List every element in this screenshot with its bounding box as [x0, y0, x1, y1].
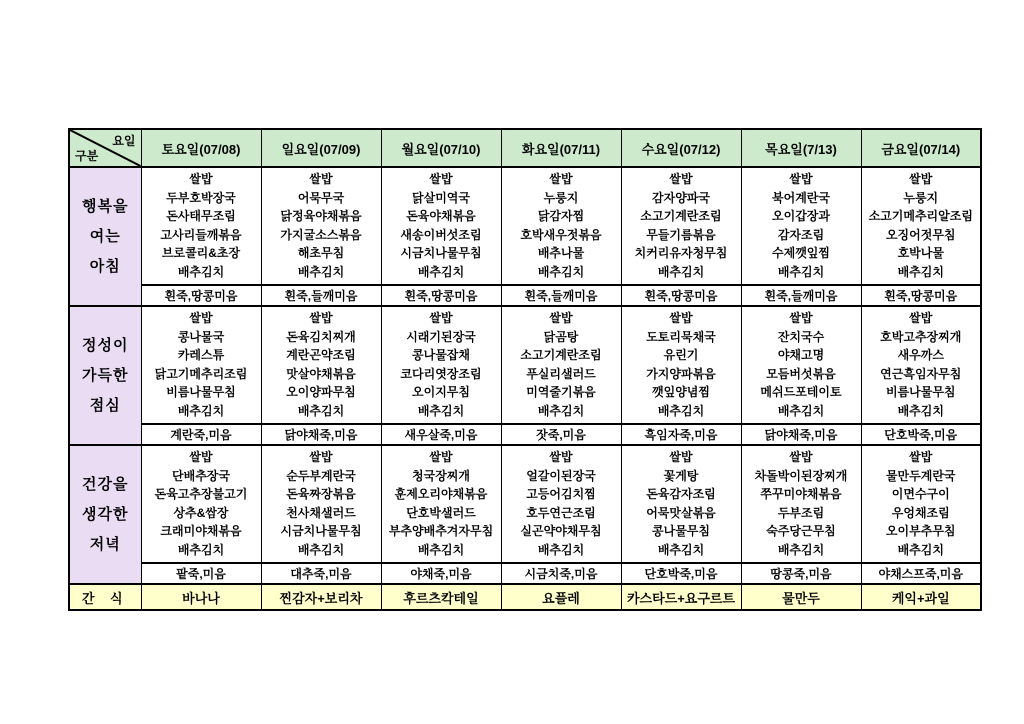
menu-item: 쌀밥	[549, 450, 573, 464]
menu-item: 두부호박장국	[166, 190, 236, 205]
porridge-cell: 야채스프죽,미음	[861, 563, 981, 584]
day-header: 수요일(07/12)	[621, 129, 741, 167]
menu-cell	[621, 306, 741, 424]
menu-item: 배추김치	[657, 403, 705, 418]
menu-item: 치커리유자청무침	[634, 246, 728, 260]
menu-item: 닭정육야채볶음	[280, 209, 362, 223]
menu-item: 쌀밥	[549, 172, 573, 186]
meal-label-line: 아침	[89, 257, 121, 275]
menu-item: 푸실리샐러드	[526, 366, 596, 381]
menu-cell	[501, 306, 621, 424]
header-row	[69, 129, 981, 167]
menu-item: 돈육김치찌개	[286, 329, 356, 344]
menu-item: 배추김치	[417, 403, 465, 418]
meal-label-line: 가득한	[82, 366, 129, 384]
porridge-cell: 닭야채죽,미음	[261, 424, 381, 445]
menu-cell	[141, 306, 261, 424]
menu-item: 배추김치	[177, 542, 225, 557]
corner-category-label: 구분	[75, 149, 99, 163]
menu-item: 고등어김치찜	[526, 487, 596, 501]
menu-item: 이면수구이	[891, 487, 950, 501]
menu-item: 비름나물무침	[885, 385, 956, 399]
menu-item: 쌀밥	[189, 311, 213, 325]
menu-item: 어묵무국	[297, 190, 345, 205]
menu-cell	[501, 167, 621, 285]
day-header: 금요일(07/14)	[861, 129, 981, 167]
menu-item: 깻잎양념찜	[652, 385, 710, 399]
porridge-cell: 흰죽,들깨미음	[261, 285, 381, 306]
porridge-cell: 흰죽,땅콩미음	[861, 285, 981, 306]
day-header: 토요일(07/08)	[141, 129, 261, 167]
meal-menu-row	[69, 167, 981, 285]
porridge-cell: 단호박죽,미음	[861, 424, 981, 445]
menu-item: 쌀밥	[429, 450, 453, 464]
day-header: 일요일(07/09)	[261, 129, 381, 167]
meal-label-line: 행복을	[82, 197, 129, 215]
menu-item: 유린기	[663, 348, 699, 362]
menu-item: 쌀밥	[669, 311, 693, 325]
menu-item: 부추양배추겨자무침	[388, 524, 494, 538]
menu-item: 콩나물무침	[652, 524, 710, 538]
menu-cell	[141, 445, 261, 563]
porridge-cell: 시금치죽,미음	[501, 563, 621, 584]
menu-item: 소고기계란조림	[520, 348, 602, 362]
menu-item: 쌀밥	[549, 311, 573, 325]
menu-item: 맛살야채볶음	[286, 366, 356, 381]
menu-cell	[861, 445, 981, 563]
menu-item: 청국장찌개	[412, 468, 470, 483]
menu-item: 배추김치	[297, 264, 345, 279]
menu-item: 쌀밥	[189, 450, 213, 464]
menu-item: 돈육짜장볶음	[286, 487, 356, 501]
menu-item: 호박새우젓볶음	[520, 227, 602, 242]
porridge-cell: 흰죽,땅콩미음	[621, 285, 741, 306]
menu-item: 소고기메추리알조림	[868, 209, 973, 223]
menu-item: 쭈꾸미야채볶음	[760, 487, 842, 501]
menu-item: 시래기된장국	[406, 329, 476, 344]
menu-item: 배추김치	[417, 264, 465, 279]
porridge-cell: 새우살죽,미음	[381, 424, 501, 445]
menu-item: 배추김치	[897, 403, 944, 418]
menu-item: 야채고명	[777, 348, 825, 362]
menu-cell	[621, 167, 741, 285]
menu-item: 쌀밥	[909, 172, 933, 186]
menu-item: 시금치나물무침	[400, 246, 482, 260]
day-header: 화요일(07/11)	[501, 129, 621, 167]
menu-item: 호두연근조림	[526, 505, 596, 520]
menu-item: 쌀밥	[909, 311, 933, 325]
menu-item: 배추김치	[297, 542, 345, 557]
snack-cell: 요플레	[501, 584, 621, 610]
menu-item: 배추김치	[537, 542, 585, 557]
menu-item: 해초무침	[297, 246, 345, 260]
menu-item: 미역줄기볶음	[526, 385, 596, 399]
menu-item: 비름나물무침	[166, 385, 236, 399]
menu-item: 꽃게탕	[663, 468, 699, 483]
porridge-cell: 대추죽,미음	[261, 563, 381, 584]
menu-item: 새우까스	[897, 348, 944, 362]
menu-item: 차돌박이된장찌개	[754, 468, 848, 483]
menu-cell	[861, 167, 981, 285]
menu-cell	[381, 445, 501, 563]
menu-cell	[261, 445, 381, 563]
menu-item: 북어계란국	[772, 190, 830, 205]
menu-item: 돈사태무조림	[166, 209, 236, 223]
menu-item: 가지굴소스볶음	[280, 227, 362, 242]
menu-item: 콩나물국	[177, 329, 225, 344]
menu-item: 배추김치	[177, 403, 225, 418]
menu-item: 배추김치	[897, 264, 944, 279]
menu-item: 돈육고추장불고기	[154, 487, 248, 501]
menu-item: 호박나물	[897, 246, 944, 260]
menu-item: 가지양파볶음	[646, 366, 716, 381]
porridge-cell: 흰죽,들깨미음	[741, 285, 861, 306]
meal-label	[69, 306, 141, 445]
menu-item: 배추김치	[537, 403, 585, 418]
menu-item: 시금치나물무침	[280, 524, 362, 538]
menu-item: 닭곰탕	[543, 329, 579, 344]
menu-item: 콩나물잡채	[412, 348, 470, 362]
menu-item: 배추나물	[537, 246, 585, 260]
menu-item: 오징어젓무침	[885, 227, 956, 242]
menu-item: 수제깻잎찜	[772, 246, 830, 260]
day-header: 목요일(7/13)	[741, 129, 861, 167]
menu-item: 어묵맛살볶음	[646, 505, 716, 520]
menu-item: 단호박샐러드	[406, 505, 476, 520]
menu-cell	[141, 167, 261, 285]
snack-label: 간 식	[69, 584, 141, 610]
menu-cell	[741, 445, 861, 563]
menu-item: 오이부추무침	[885, 524, 956, 538]
menu-item: 닭고기메추리조림	[154, 366, 248, 381]
menu-item: 쌀밥	[789, 172, 813, 186]
menu-item: 숙주당근무침	[766, 524, 836, 538]
snack-cell: 케익+과일	[861, 584, 981, 610]
menu-item: 무들기름볶음	[646, 227, 716, 242]
meal-label-line: 정성이	[82, 336, 129, 354]
menu-item: 돈육야채볶음	[406, 209, 476, 223]
menu-item: 물만두계란국	[885, 468, 956, 483]
menu-item: 우엉채조림	[891, 505, 950, 520]
porridge-cell: 팥죽,미음	[141, 563, 261, 584]
menu-item: 쌀밥	[309, 450, 333, 464]
meal-plan-table-wrap	[68, 128, 982, 611]
menu-item: 배추김치	[177, 264, 225, 279]
menu-item: 배추김치	[657, 542, 705, 557]
grid-body	[69, 167, 981, 610]
menu-item: 배추김치	[297, 403, 345, 418]
menu-item: 천사채샐러드	[286, 505, 356, 520]
meal-label	[69, 167, 141, 306]
menu-item: 새송이버섯조림	[400, 227, 482, 242]
porridge-row	[69, 563, 981, 584]
menu-item: 배추김치	[417, 542, 465, 557]
menu-item: 감자양파국	[652, 190, 710, 205]
menu-item: 닭살미역국	[412, 190, 470, 205]
menu-item: 쌀밥	[909, 450, 933, 464]
menu-item: 상추&쌈장	[173, 505, 229, 520]
menu-item: 훈제오리야채볶음	[394, 487, 488, 501]
menu-item: 실곤약야채무침	[520, 524, 602, 538]
menu-cell	[861, 306, 981, 424]
porridge-cell: 땅콩죽,미음	[741, 563, 861, 584]
menu-item: 닭감자찜	[537, 209, 585, 223]
menu-cell	[261, 306, 381, 424]
porridge-cell: 흰죽,땅콩미음	[141, 285, 261, 306]
menu-item: 두부조림	[777, 505, 825, 520]
menu-item: 쌀밥	[429, 311, 453, 325]
menu-cell	[741, 306, 861, 424]
menu-item: 쌀밥	[429, 172, 453, 186]
menu-item: 메쉬드포테이토	[760, 385, 842, 399]
menu-item: 크래미야채볶음	[160, 524, 242, 538]
menu-item: 쌀밥	[669, 450, 693, 464]
menu-item: 배추김치	[777, 264, 825, 279]
menu-item: 배추김치	[537, 264, 585, 279]
porridge-cell: 흑임자죽,미음	[621, 424, 741, 445]
menu-item: 배추김치	[777, 542, 825, 557]
menu-cell	[381, 306, 501, 424]
menu-item: 브로콜리&초장	[161, 246, 241, 260]
meal-menu-row	[69, 306, 981, 424]
menu-item: 감자조림	[777, 227, 825, 242]
menu-item: 쌀밥	[189, 172, 213, 186]
menu-cell	[381, 167, 501, 285]
menu-item: 얼갈이된장국	[526, 468, 596, 483]
menu-cell	[501, 445, 621, 563]
menu-item: 돈육감자조림	[646, 487, 716, 501]
corner-cell	[69, 129, 141, 167]
menu-item: 쌀밥	[309, 172, 333, 186]
meal-label-line: 생각한	[82, 505, 129, 523]
menu-item: 계란곤약조림	[286, 348, 356, 362]
menu-item: 배추김치	[777, 403, 825, 418]
menu-item: 연근흑임자무침	[880, 366, 962, 381]
menu-cell	[261, 167, 381, 285]
weekly-meal-plan-table	[68, 128, 982, 611]
menu-item: 순두부계란국	[286, 468, 356, 483]
menu-cell	[741, 167, 861, 285]
menu-item: 누룽지	[543, 190, 579, 205]
menu-item: 쌀밥	[789, 450, 813, 464]
porridge-cell: 흰죽,땅콩미음	[381, 285, 501, 306]
menu-item: 배추김치	[657, 264, 705, 279]
porridge-cell: 닭야채죽,미음	[741, 424, 861, 445]
menu-item: 누룽지	[903, 190, 939, 205]
porridge-cell: 계란죽,미음	[141, 424, 261, 445]
porridge-cell: 야채죽,미음	[381, 563, 501, 584]
porridge-cell: 단호박죽,미음	[621, 563, 741, 584]
menu-item: 호박고추장찌개	[880, 329, 962, 344]
menu-item: 배추김치	[897, 542, 944, 557]
menu-item: 쌀밥	[789, 311, 813, 325]
menu-item: 단배추장국	[172, 468, 230, 483]
meal-label-line: 여는	[89, 227, 121, 245]
snack-cell: 바나나	[141, 584, 261, 610]
menu-item: 오이갑장과	[772, 209, 830, 223]
meal-label-line: 저녁	[89, 535, 121, 553]
menu-item: 소고기계란조림	[640, 209, 722, 223]
meal-menu-row	[69, 445, 981, 563]
meal-label-line: 건강을	[82, 475, 129, 493]
porridge-row	[69, 424, 981, 445]
snack-cell: 카스타드+요구르트	[621, 584, 741, 610]
menu-item: 카레스튜	[177, 348, 225, 362]
corner-day-label: 요일	[112, 134, 136, 148]
menu-item: 모듬버섯볶음	[766, 366, 836, 381]
snack-row	[69, 584, 981, 610]
menu-item: 쌀밥	[669, 172, 693, 186]
menu-item: 도토리묵채국	[646, 329, 716, 344]
menu-item: 잔치국수	[777, 329, 825, 344]
porridge-row	[69, 285, 981, 306]
porridge-cell: 흰죽,들깨미음	[501, 285, 621, 306]
menu-item: 코다리엿장조림	[400, 366, 482, 381]
menu-item: 쌀밥	[309, 311, 333, 325]
menu-item: 오이지무침	[412, 385, 470, 399]
menu-cell	[621, 445, 741, 563]
day-header: 월요일(07/10)	[381, 129, 501, 167]
menu-item: 고사리들깨볶음	[160, 227, 242, 242]
meal-label-line: 점심	[89, 396, 121, 414]
snack-cell: 물만두	[741, 584, 861, 610]
meal-label	[69, 445, 141, 584]
snack-cell: 후르츠칵테일	[381, 584, 501, 610]
menu-item: 오이양파무침	[286, 385, 356, 399]
snack-cell: 찐감자+보리차	[261, 584, 381, 610]
porridge-cell: 잣죽,미음	[501, 424, 621, 445]
